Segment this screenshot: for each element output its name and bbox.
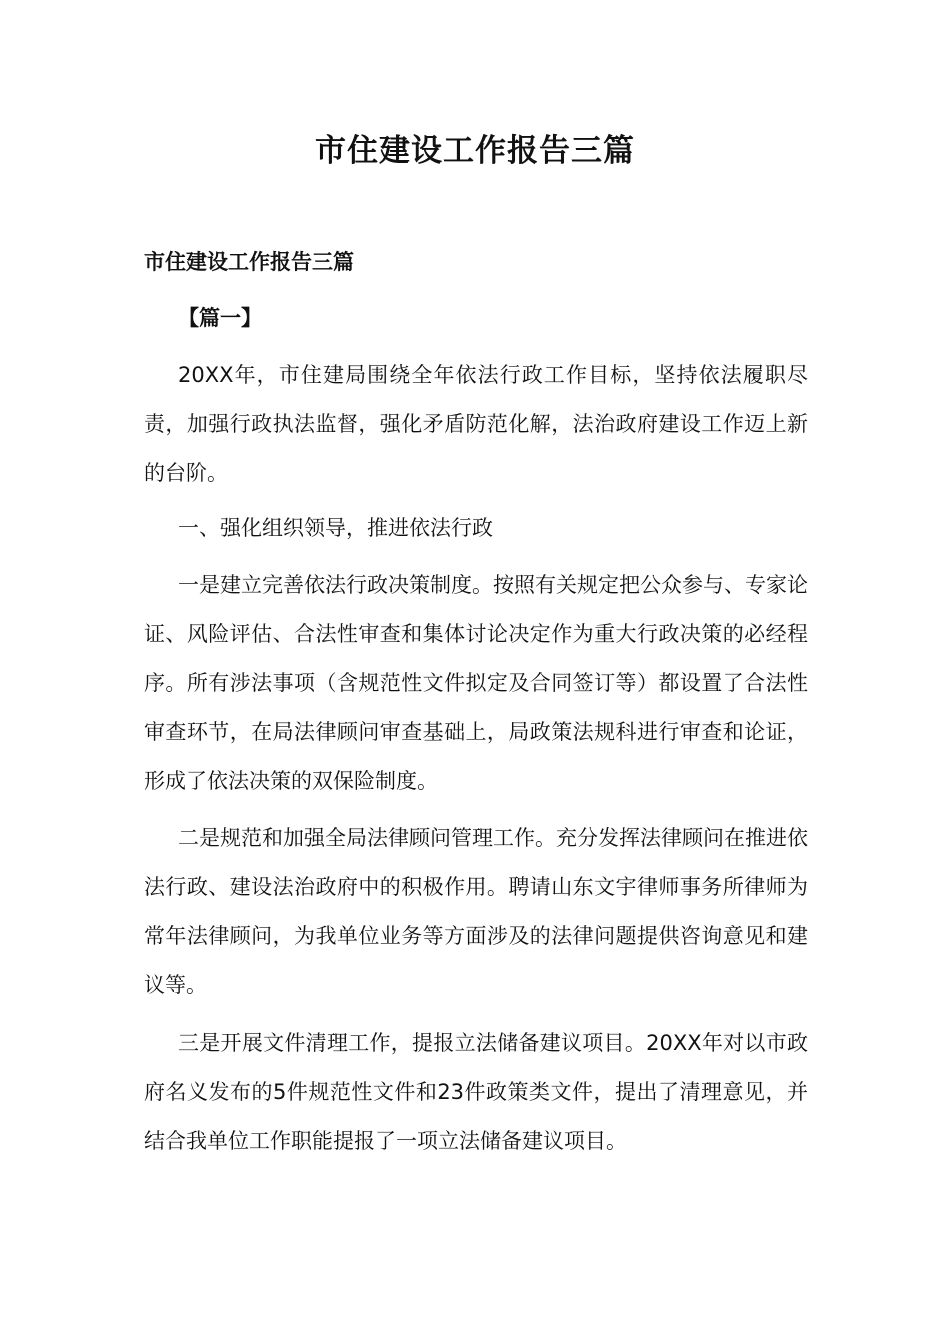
document-title: 市住建设工作报告三篇 [315,133,635,169]
paragraph-heading-1: 一、强化组织领导，推进依法行政 [178,516,493,540]
paragraph-item-1: 一是建立完善依法行政决策制度。按照有关规定把公众参与、专家论证、风险评估、合法性审查和集体讨论决定作为重大行政决策的必经程序。所有涉法事项（含规范性文件拟定及合同签订等）都设置了合法性审查环节，在局法律顾问审查基础上，局政策法规科进行审查和论证，形成了依法决策的双保险制度。 [144,573,808,793]
paragraph-item-3: 三是开展文件清理工作，提报立法储备建议项目。20XX年对以市政府名义发布的5件规范性文件和23件政策类文件，提出了清理意见，并结合我单位工作职能提报了一项立法储备建议项目。 [144,1031,808,1153]
paragraph-item-2: 二是规范和加强全局法律顾问管理工作。充分发挥法律顾问在推进依法行政、建设法治政府中的积极作用。聘请山东文宇律师事务所律师为常年法律顾问，为我单位业务等方面涉及的法律问题提供咨询意见和建议等。 [144,826,808,997]
paragraph-intro: 20XX年，市住建局围绕全年依法行政工作目标，坚持依法履职尽责，加强行政执法监督，强化矛盾防范化解，法治政府建设工作迈上新的台阶。 [144,363,808,485]
document-subtitle: 市住建设工作报告三篇 [144,250,354,274]
section-heading: 【篇一】 [178,306,262,330]
